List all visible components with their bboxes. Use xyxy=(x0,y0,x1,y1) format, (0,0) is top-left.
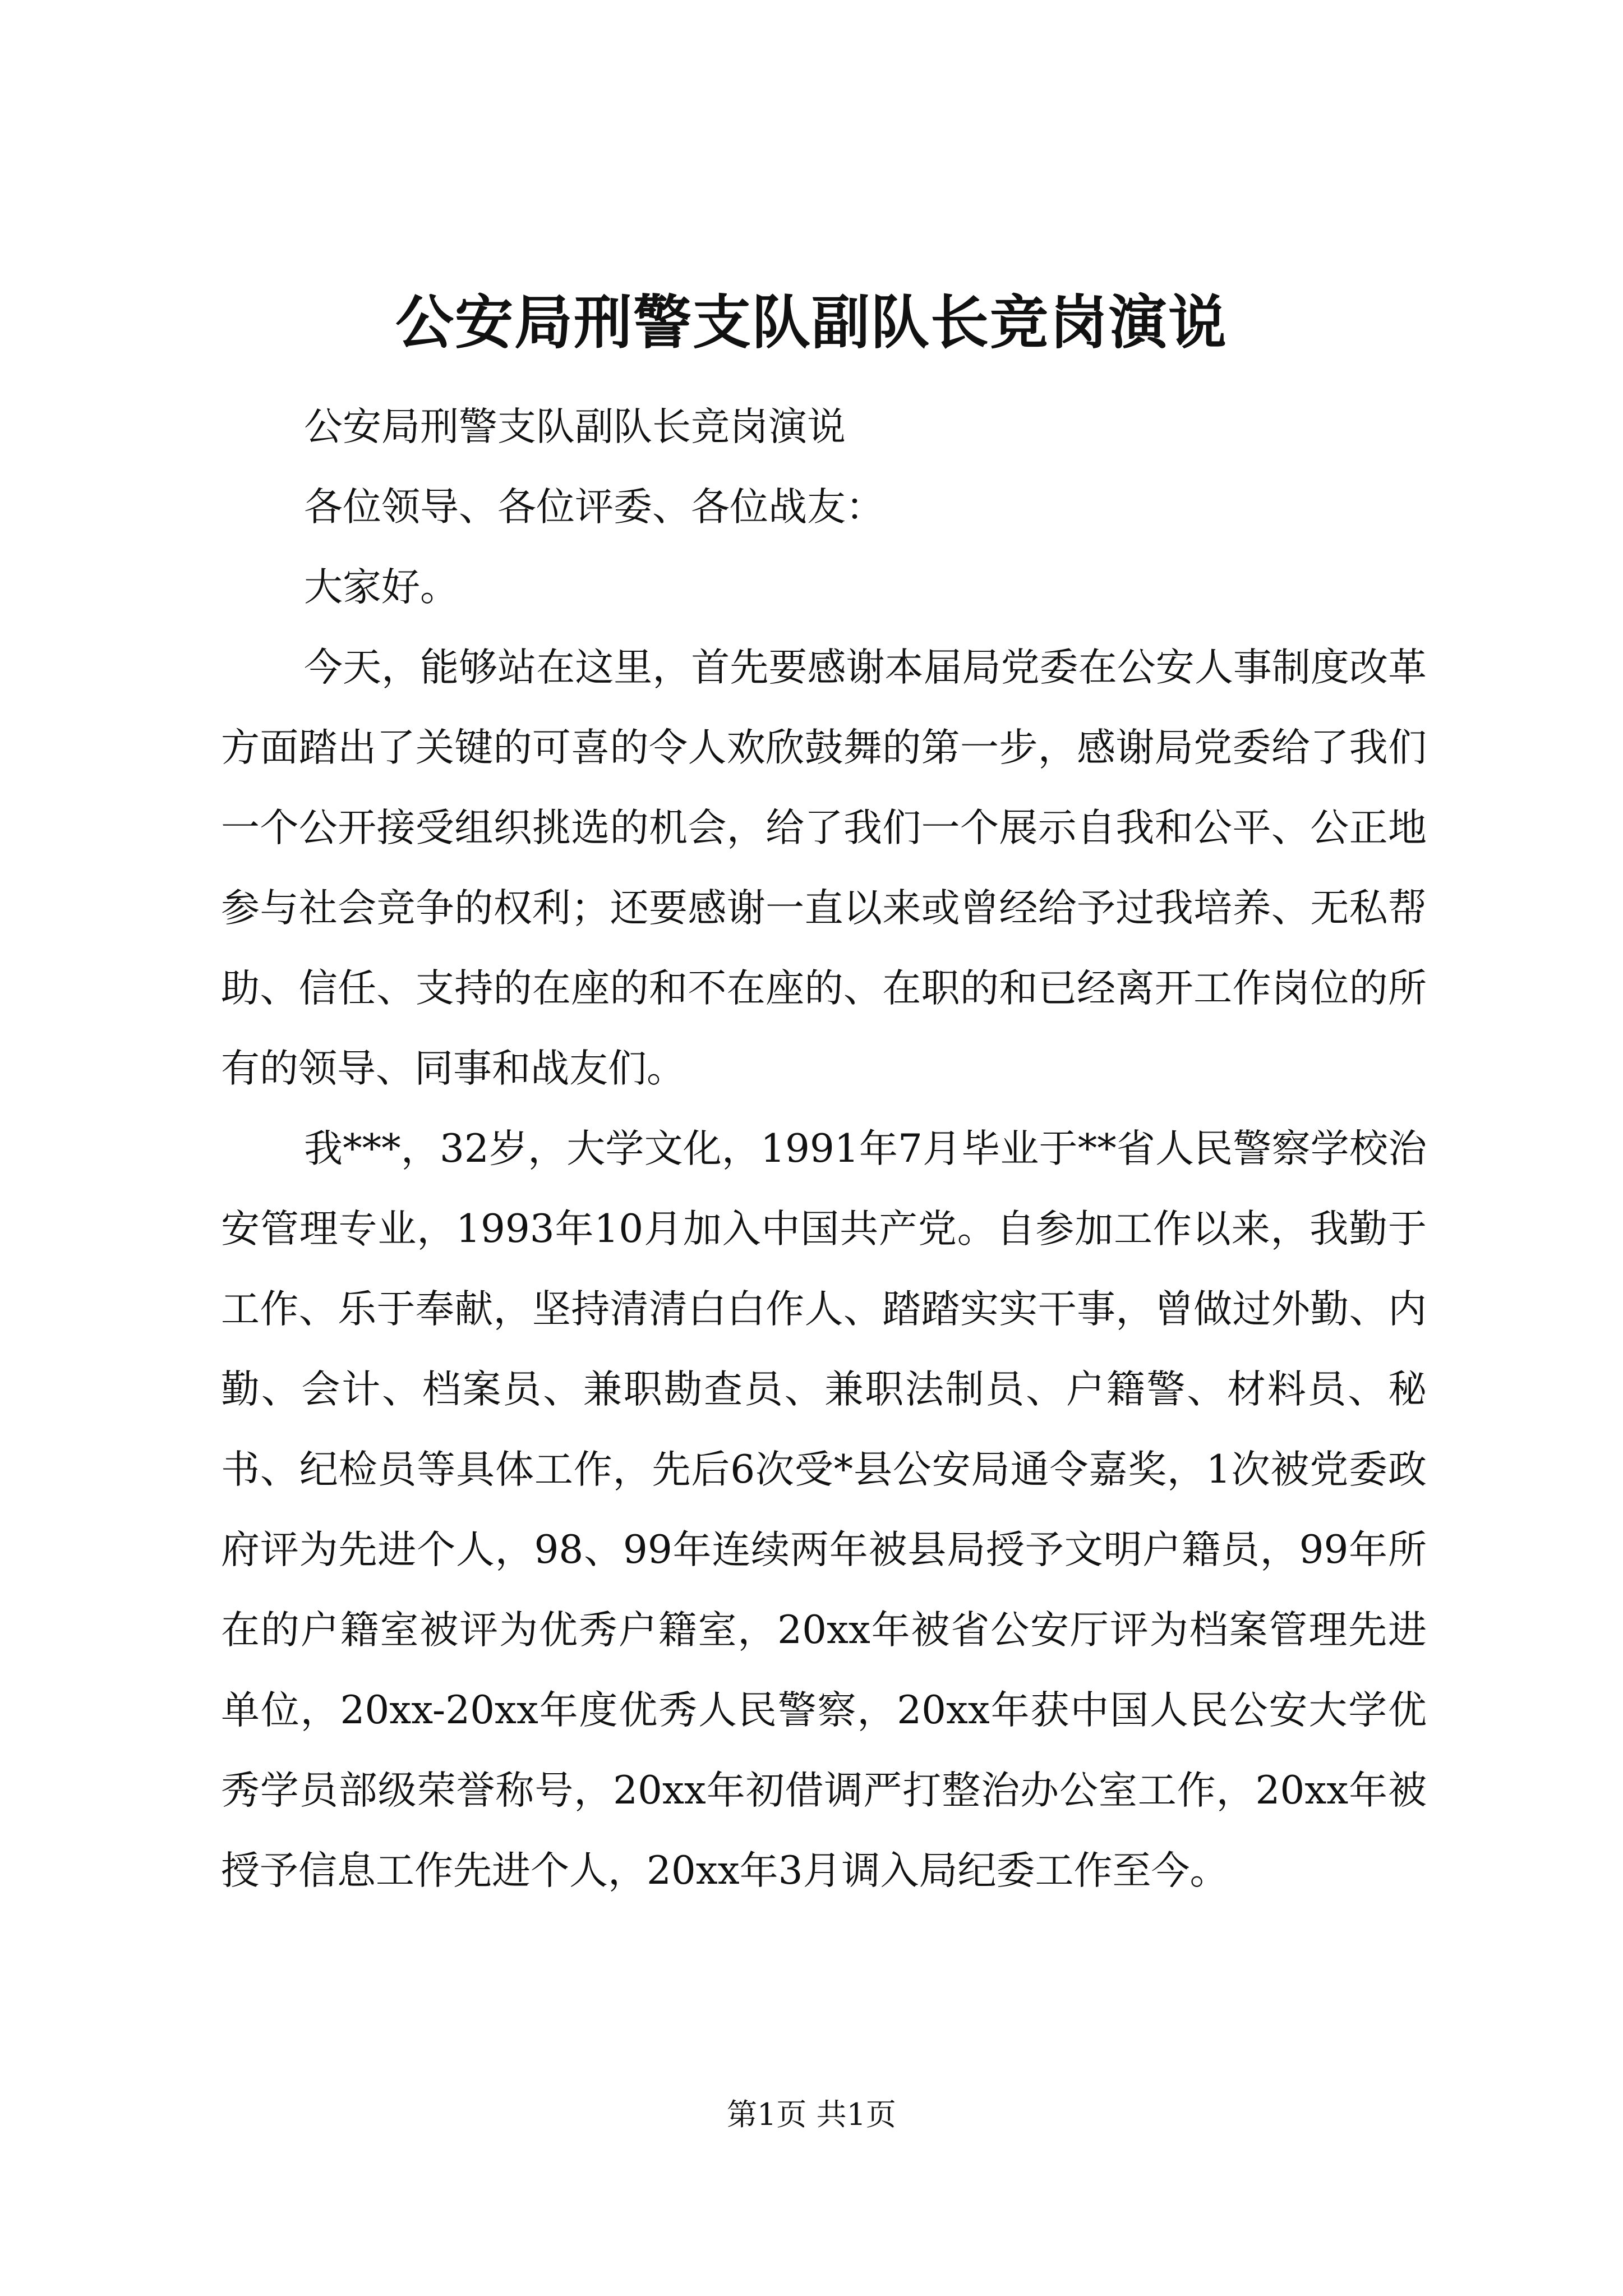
document-title: 公安局刑警支队副队长竞岗演说 xyxy=(395,288,1228,357)
paragraph-greeting: 大家好。 xyxy=(304,565,459,610)
paragraph-subtitle: 公安局刑警支队副队长竞岗演说 xyxy=(304,404,846,449)
page-footer: 第1页 共1页 xyxy=(727,2097,896,2132)
document-body xyxy=(221,387,1427,1911)
paragraph-thanks: 今天，能够站在这里，首先要感谢本届局党委在公安人事制度改革方面踏出了关键的可喜的令人欢欣鼓舞的第一步，感谢局党委给了我们一个公开接受组织挑选的机会，给了我们一个展示自我和公平、公正地参与社会竞争的权利；还要感谢一直以来或曾经给予过我培养、无私帮助、信任、支持的在座的和不在座的、在职的和已经离开工作岗位的所有的领导、同事和战友们。 xyxy=(221,645,1427,1091)
paragraph-biography: 我***，32岁，大学文化，1991年7月毕业于**省人民警察学校治安管理专业，1993年10月加入中国共产党。自参加工作以来，我勤于工作、乐于奉献，坚持清清白白作人、踏踏实实干事，曾做过外勤、内勤、会计、档案员、兼职勘查员、兼职法制员、户籍警、材料员、秘书、纪检员等具体工作，先后6次受*县公安局通令嘉奖，1次被党委政府评为先进个人，98、99年连续两年被县局授予文明户籍员，99年所在的户籍室被评为优秀户籍室，20xx年被省公安厅评为档案管理先进单位，20xx-20xx年度优秀人民警察，20xx年获中国人民公安大学优秀学员部级荣誉称号，20xx年初借调严打整治办公室工作，20xx年被授予信息工作先进个人，20xx年3月调入局纪委工作至今。 xyxy=(221,1126,1427,1893)
paragraph-salutation: 各位领导、各位评委、各位战友： xyxy=(304,485,884,530)
